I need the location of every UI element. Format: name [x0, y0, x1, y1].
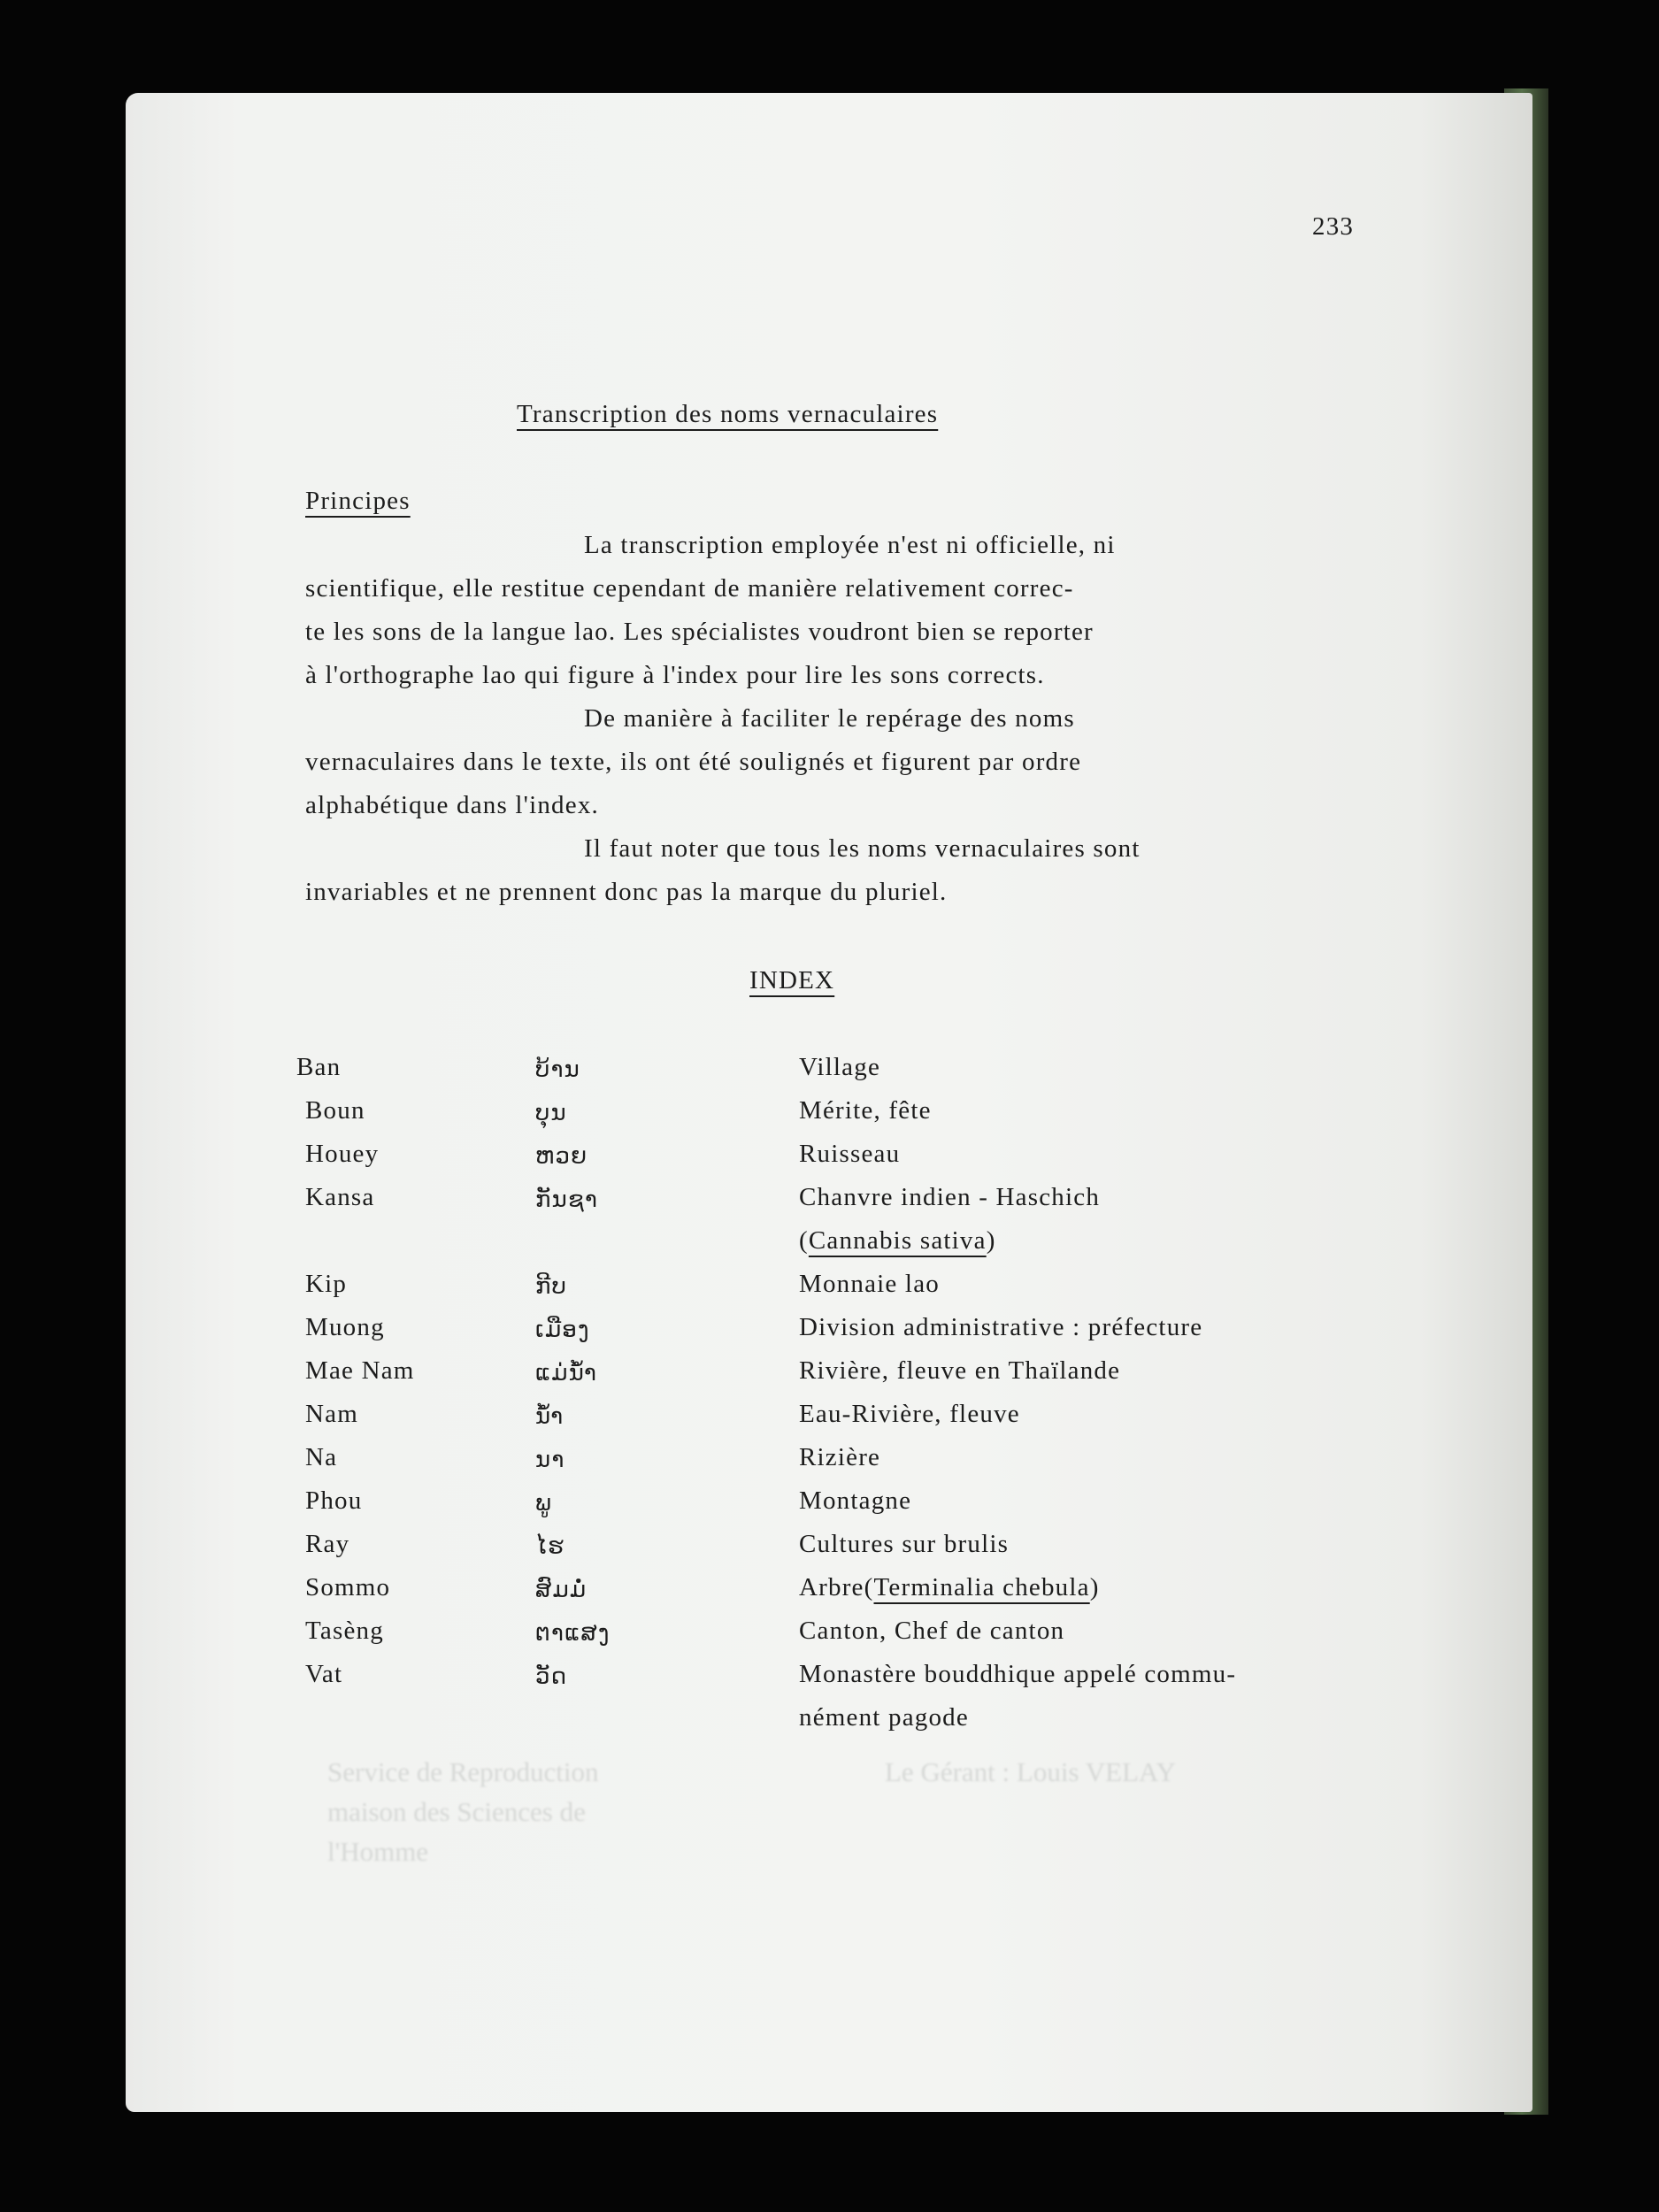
index-lao-term: ວັດ	[535, 1663, 568, 1690]
bleed-through-text: Service de Reproduction	[327, 1756, 599, 1787]
index-term: Sommo	[305, 1573, 391, 1601]
index-meaning	[799, 1140, 900, 1169]
index-lao-term: ນາ	[535, 1447, 565, 1473]
meaning-text: )	[986, 1226, 996, 1255]
index-lao-term: ໄຮ	[535, 1533, 565, 1560]
paragraph-line: Il faut noter que tous les noms vernaculaires sont	[584, 834, 1141, 863]
index-term: Tasèng	[305, 1617, 384, 1645]
meaning-text: Chanvre indien - Haschich	[799, 1183, 1101, 1211]
index-lao-term: ສົມມໍ່	[535, 1577, 588, 1603]
index-term: Ban	[296, 1053, 342, 1081]
meaning-text: )	[1089, 1573, 1100, 1601]
index-lao-term: ກັນຊາ	[535, 1187, 599, 1213]
index-term: Na	[305, 1443, 338, 1471]
paragraph-line: invariables et ne prennent donc pas la marque du pluriel.	[305, 878, 948, 906]
index-term: Muong	[305, 1313, 385, 1341]
index-meaning	[799, 1096, 932, 1125]
index-term: Houey	[305, 1140, 380, 1168]
index-term: Kip	[305, 1270, 348, 1298]
index-term: Nam	[305, 1400, 358, 1428]
index-term: Vat	[305, 1660, 343, 1688]
paragraph-line: La transcription employée n'est ni officielle, ni	[584, 531, 1116, 559]
paragraph-line: scientifique, elle restitue cependant de manière relativement correc-	[305, 574, 1074, 603]
index-lao-term: ພູ	[535, 1490, 553, 1517]
paragraph-line: te les sons de la langue lao. Les spécialistes voudront bien se reporter	[305, 618, 1094, 646]
index-term: Kansa	[305, 1183, 375, 1211]
paragraph-line: De manière à faciliter le repérage des noms	[584, 704, 1075, 733]
index-meaning	[799, 1530, 1009, 1559]
bleed-through-text: maison des Sciences de	[327, 1796, 586, 1827]
meaning-text: Ruisseau	[799, 1140, 901, 1168]
index-meaning	[799, 1313, 1202, 1342]
index-lao-term: ແມ່ນ້ຳ	[535, 1360, 598, 1386]
index-term: Phou	[305, 1486, 363, 1515]
meaning-text: Eau-Rivière, fleuve	[799, 1400, 1020, 1428]
index-meaning	[799, 1053, 880, 1082]
bleed-through-text: Le Gérant : Louis VELAY	[885, 1756, 1176, 1787]
meaning-text: Arbre(	[799, 1573, 874, 1601]
index-lao-term: ບ້ານ	[535, 1056, 580, 1083]
index-meaning-continued: nément pagode	[799, 1703, 969, 1732]
index-term: Ray	[305, 1530, 350, 1558]
index-meaning	[799, 1486, 911, 1516]
index-meaning-continued	[799, 1226, 996, 1256]
meaning-scientific-name: Terminalia chebula	[873, 1573, 1090, 1601]
meaning-text: Mérite, fête	[799, 1096, 932, 1125]
index-meaning	[799, 1660, 1236, 1689]
section-heading: Principes	[305, 487, 411, 515]
index-meaning	[799, 1573, 1100, 1602]
index-meaning	[799, 1183, 1100, 1212]
index-meaning	[799, 1617, 1064, 1646]
page-number: 233	[1312, 212, 1355, 241]
meaning-text: Rizière	[799, 1443, 881, 1471]
meaning-text: Canton, Chef de canton	[799, 1617, 1065, 1645]
page-title: Transcription des noms vernaculaires	[517, 400, 939, 428]
index-term: Mae Nam	[305, 1356, 415, 1385]
meaning-text: Village	[799, 1053, 881, 1081]
index-meaning	[799, 1400, 1020, 1429]
meaning-text: Cultures sur brulis	[799, 1530, 1010, 1558]
meaning-text: Montagne	[799, 1486, 912, 1515]
meaning-text: (	[799, 1226, 809, 1255]
paragraph-line: alphabétique dans l'index.	[305, 791, 599, 819]
meaning-text: Monastère bouddhique appelé commu-	[799, 1660, 1237, 1688]
index-meaning	[799, 1270, 940, 1299]
index-heading: INDEX	[749, 966, 835, 995]
index-lao-term: ຫວຍ	[535, 1143, 588, 1170]
index-lao-term: ນ້ຳ	[535, 1403, 565, 1430]
index-term: Boun	[305, 1096, 365, 1125]
meaning-text: Cannabis sativa	[808, 1226, 987, 1255]
index-lao-term: ຕາແສງ	[535, 1620, 611, 1647]
index-lao-term: ກີບ	[535, 1273, 568, 1300]
meaning-text: Rivière, fleuve en Thaïlande	[799, 1356, 1121, 1385]
meaning-text: Monnaie lao	[799, 1270, 940, 1298]
meaning-text: Division administrative : préfecture	[799, 1313, 1203, 1341]
index-lao-term: ເມືອງ	[535, 1317, 590, 1343]
index-meaning	[799, 1356, 1120, 1386]
bleed-through-text: l'Homme	[327, 1836, 429, 1867]
index-meaning	[799, 1443, 880, 1472]
paragraph-line: à l'orthographe lao qui figure à l'index pour lire les sons corrects.	[305, 661, 1045, 689]
index-lao-term: ບຸນ	[535, 1100, 567, 1126]
paragraph-line: vernaculaires dans le texte, ils ont été soulignés et figurent par ordre	[305, 748, 1082, 776]
